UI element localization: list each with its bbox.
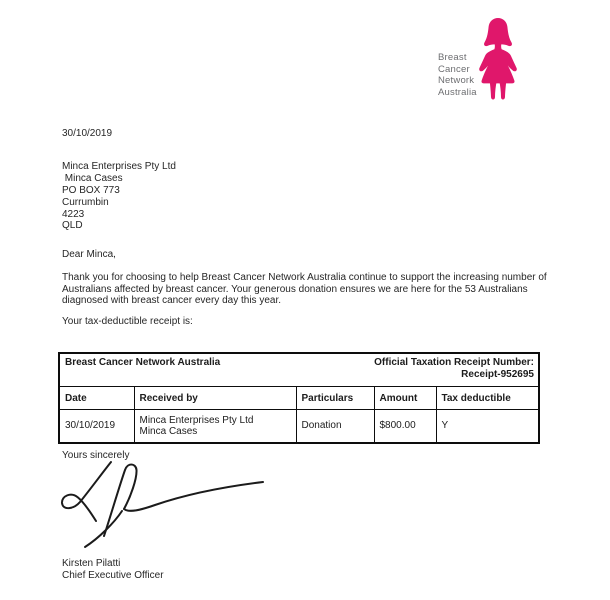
salutation: Dear Minca, bbox=[62, 249, 116, 260]
body-text-line: diagnosed with breast cancer every day this year. bbox=[62, 295, 282, 306]
receipt-number-block bbox=[374, 357, 534, 380]
body-text-line: Australians affected by breast cancer. Your generous donation ensures we are here for the 53 Australians bbox=[62, 284, 528, 295]
receipt-intro: Your tax-deductible receipt is: bbox=[62, 316, 193, 327]
recipient-line: Currumbin bbox=[62, 197, 109, 208]
recipient-line: PO BOX 773 bbox=[62, 185, 120, 196]
cell-particulars: Donation bbox=[296, 410, 374, 444]
pink-lady-logo-icon bbox=[477, 11, 519, 103]
table-row bbox=[59, 410, 539, 444]
receipt-number-label: Official Taxation Receipt Number: bbox=[374, 357, 534, 368]
receipt-table bbox=[58, 352, 540, 444]
receipt-number-value: Receipt-952695 bbox=[461, 368, 534, 380]
signatory-name: Kirsten Pilatti bbox=[62, 558, 121, 569]
logo-word-line: Breast bbox=[438, 52, 467, 63]
recipient-line: Minca Cases bbox=[62, 173, 123, 184]
cell-received-by bbox=[134, 410, 296, 444]
column-header-received-by: Received by bbox=[134, 387, 296, 410]
cell-date: 30/10/2019 bbox=[59, 410, 134, 444]
logo-word-line: Australia bbox=[438, 87, 477, 99]
recipient-line: Minca Enterprises Pty Ltd bbox=[62, 161, 176, 172]
cell-amount: $800.00 bbox=[374, 410, 436, 444]
recipient-line: 4223 bbox=[62, 209, 85, 220]
logo-word-line: Network bbox=[438, 75, 475, 87]
handwritten-signature-image bbox=[55, 458, 275, 558]
table-title-cell bbox=[59, 353, 539, 387]
column-header-amount: Amount bbox=[374, 387, 436, 410]
received-by-line: Minca Cases bbox=[139, 426, 198, 437]
org-name: Breast Cancer Network Australia bbox=[65, 357, 221, 368]
recipient-line: QLD bbox=[62, 220, 83, 231]
received-by-line: Minca Enterprises Pty Ltd bbox=[139, 414, 254, 426]
table-header-row bbox=[59, 387, 539, 410]
logo-wordmark bbox=[438, 52, 477, 99]
signatory-title: Chief Executive Officer bbox=[62, 570, 164, 581]
table-title-row bbox=[59, 353, 539, 387]
body-text-line: Thank you for choosing to help Breast Cancer Network Australia continue to support the increasing number of bbox=[62, 272, 547, 283]
logo-word-line: Cancer bbox=[438, 63, 470, 75]
closing-line: Yours sincerely bbox=[62, 450, 130, 461]
column-header-particulars: Particulars bbox=[296, 387, 374, 410]
column-header-tax-deductible: Tax deductible bbox=[436, 387, 539, 410]
letter-date: 30/10/2019 bbox=[62, 128, 113, 139]
cell-tax-deductible: Y bbox=[436, 410, 539, 444]
column-header-date: Date bbox=[59, 387, 134, 410]
